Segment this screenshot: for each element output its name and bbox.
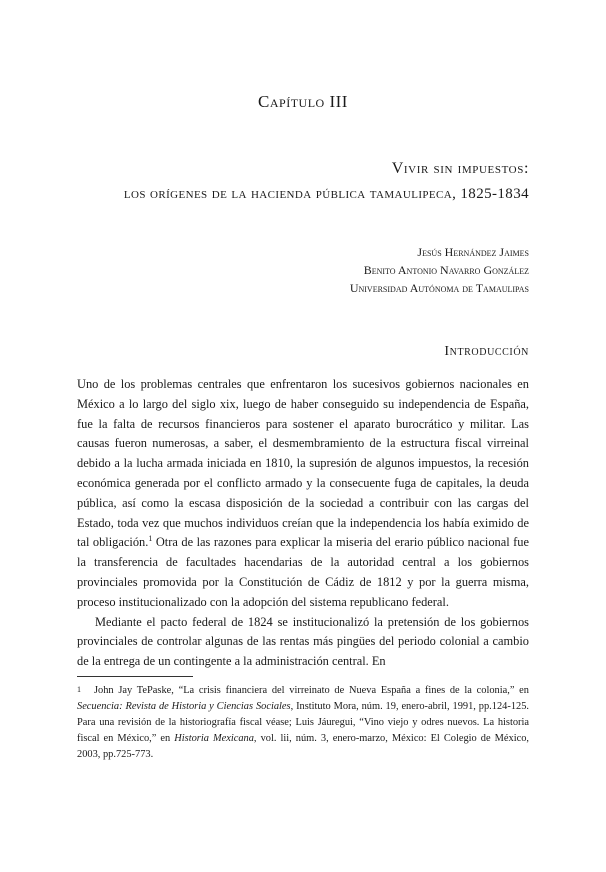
- paragraph: Mediante el pacto federal de 1824 se institucionalizó la pretensión de los gobiernos provinciales de controlar algunas de las rentas más pingües del periodo colonial a cambio de la entrega de un contingente a la administración central. En: [77, 614, 529, 669]
- footnote-number: 1: [77, 685, 81, 694]
- footnote-text: , Instituto Mora, núm. 19, enero-abril, 1991, pp.124-125. Para una revisión de la historiografía fiscal véase; Luis Jáuregui, “Vino viejo y odres nuevos. La historia fiscal en México,” en: [77, 701, 529, 744]
- footnote-separator: [77, 676, 193, 677]
- body-text: [77, 375, 529, 672]
- author-affiliation: Universidad Autónoma de Tamaulipas: [349, 281, 529, 295]
- chapter-heading: Capítulo III: [258, 92, 348, 111]
- article-title-line-2: los orígenes de la hacienda pública tamaulipeca, 1825-1834: [123, 186, 529, 202]
- author-block: [350, 243, 529, 297]
- author-name: Jesús Hernández Jaimes: [417, 245, 529, 259]
- paragraph-text: Uno de los problemas centrales que enfrentaron los sucesivos gobiernos nacionales en México a lo largo del siglo xix, luego de haber conseguido su independencia de España, fue la falta de recursos financieros para sostener el aparato burocrático y militar. Las causas fueron numerosas, a saber, el desmembramiento de la estructura fiscal virreinal debido a la lucha armada iniciada en 1810, la supresión de algunos impuestos, la recesión económica generada por el conflicto armado y la consecuente fuga de capitales, la deuda pública, así como la escasa disposición de la sociedad a contribuir con las cargas del Estado, toda vez que muchos individuos creían que la independencia los había eximido de tal obligación.: [77, 377, 529, 550]
- author-name: Benito Antonio Navarro González: [363, 263, 529, 277]
- footnote-text: , vol. lii, núm. 3, enero-marzo, México: El Colegio de México, 2003, pp.725-773.: [77, 733, 529, 760]
- paragraph: [77, 375, 529, 613]
- article-title-line-1: Vivir sin impuestos:: [391, 160, 529, 177]
- footnote: [77, 683, 529, 763]
- section-heading: Introducción: [444, 344, 529, 359]
- paragraph-text: Otra de las razones para explicar la miseria del erario público nacional fue la transferencia de facultades hacendarias de la autoridad central a los gobiernos provinciales promovida por la Constitución de Cádiz de 1812 y por la guerra misma, proceso institucionalizado con la adopción del sistema republicano federal.: [77, 535, 529, 609]
- footnote-journal-title: Secuencia: Revista de Historia y Ciencias Sociales: [77, 701, 291, 712]
- footnote-marker[interactable]: 1: [148, 534, 153, 544]
- footnote-text: John Jay TePaske, “La crisis financiera del virreinato de Nueva España a fines de la colonia,” en: [94, 685, 529, 696]
- footnote-journal-title: Historia Mexicana: [174, 733, 254, 744]
